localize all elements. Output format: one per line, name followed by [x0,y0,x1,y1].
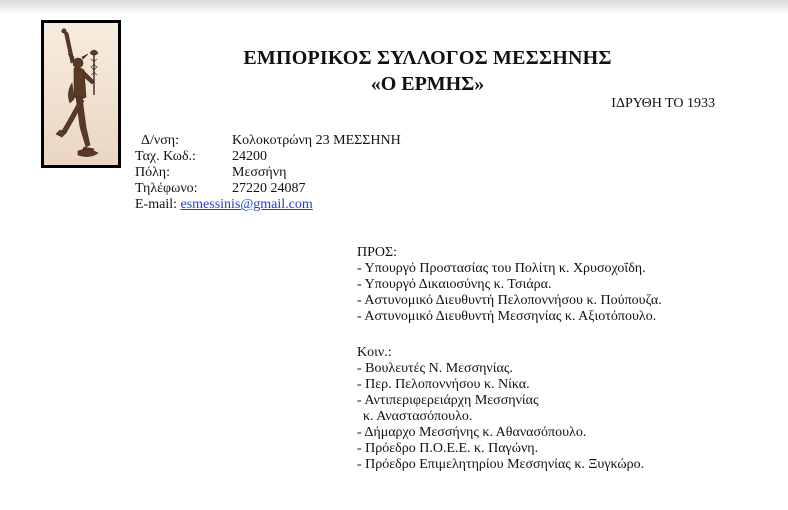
spacer [357,325,662,345]
city-row [135,165,401,181]
zip-value: 24200 [232,149,267,164]
association-nickname: «Ο ΕΡΜΗΣ» [370,73,485,95]
address-value: Κολοκοτρώνη 23 ΜΕΣΣΗΝΗ [232,133,401,148]
founded-year: ΙΔΡΥΘΗ ΤΟ 1933 [611,96,715,111]
to-heading: ΠΡΟΣ: [357,245,398,260]
address-row [135,133,401,149]
cc-item: - Δήμαρχο Μεσσήνης κ. Αθανασόπουλο. [357,425,587,440]
cc-item: - Περ. Πελοποννήσου κ. Νίκα. [357,377,530,392]
cc-item: - Αντιπεριφερειάρχη Μεσσηνίας [357,393,539,408]
recipients-block [357,245,662,473]
to-item: - Υπουργό Προστασίας του Πολίτη κ. Χρυσοχοΐδη. [357,261,646,276]
zip-row [135,149,401,165]
cc-item: - Βουλευτές Ν. Μεσσηνίας. [357,361,513,376]
zip-label: Ταχ. Κωδ.: [135,149,196,164]
to-item: - Αστυνομικό Διευθυντή Μεσσηνίας κ. Αξιοτόπουλο. [357,309,657,324]
cc-heading: Κοιν.: [357,345,392,360]
to-item: - Υπουργό Δικαιοσύνης κ. Τσιάρα. [357,277,552,292]
contact-block [135,133,401,213]
to-item: - Αστυνομικό Διευθυντή Πελοποννήσου κ. Πούπουζα. [357,293,662,308]
phone-label: Τηλέφωνο: [135,181,198,196]
email-row [135,197,401,213]
association-name: ΕΜΠΟΡΙΚΟΣ ΣΥΛΛΟΓΟΣ ΜΕΣΣΗΝΗΣ [243,47,612,69]
email-label: E-mail: [135,197,177,212]
city-value: Μεσσήνη [232,165,287,180]
phone-row [135,181,401,197]
viewer-top-shadow [0,0,788,14]
cc-item: κ. Αναστασόπουλο. [363,409,473,424]
cc-item: - Πρόεδρο Π.Ο.Ε.Ε. κ. Παγώνη. [357,441,539,456]
address-label: Δ/νση: [141,133,179,148]
hermes-statue-icon [41,20,121,168]
phone-value: 27220 24087 [232,181,306,196]
city-label: Πόλη: [135,165,170,180]
email-link[interactable]: esmessinis@gmail.com [180,197,313,212]
cc-item: - Πρόεδρο Επιμελητηρίου Μεσσηνίας κ. Ξυγκώρο. [357,457,645,472]
